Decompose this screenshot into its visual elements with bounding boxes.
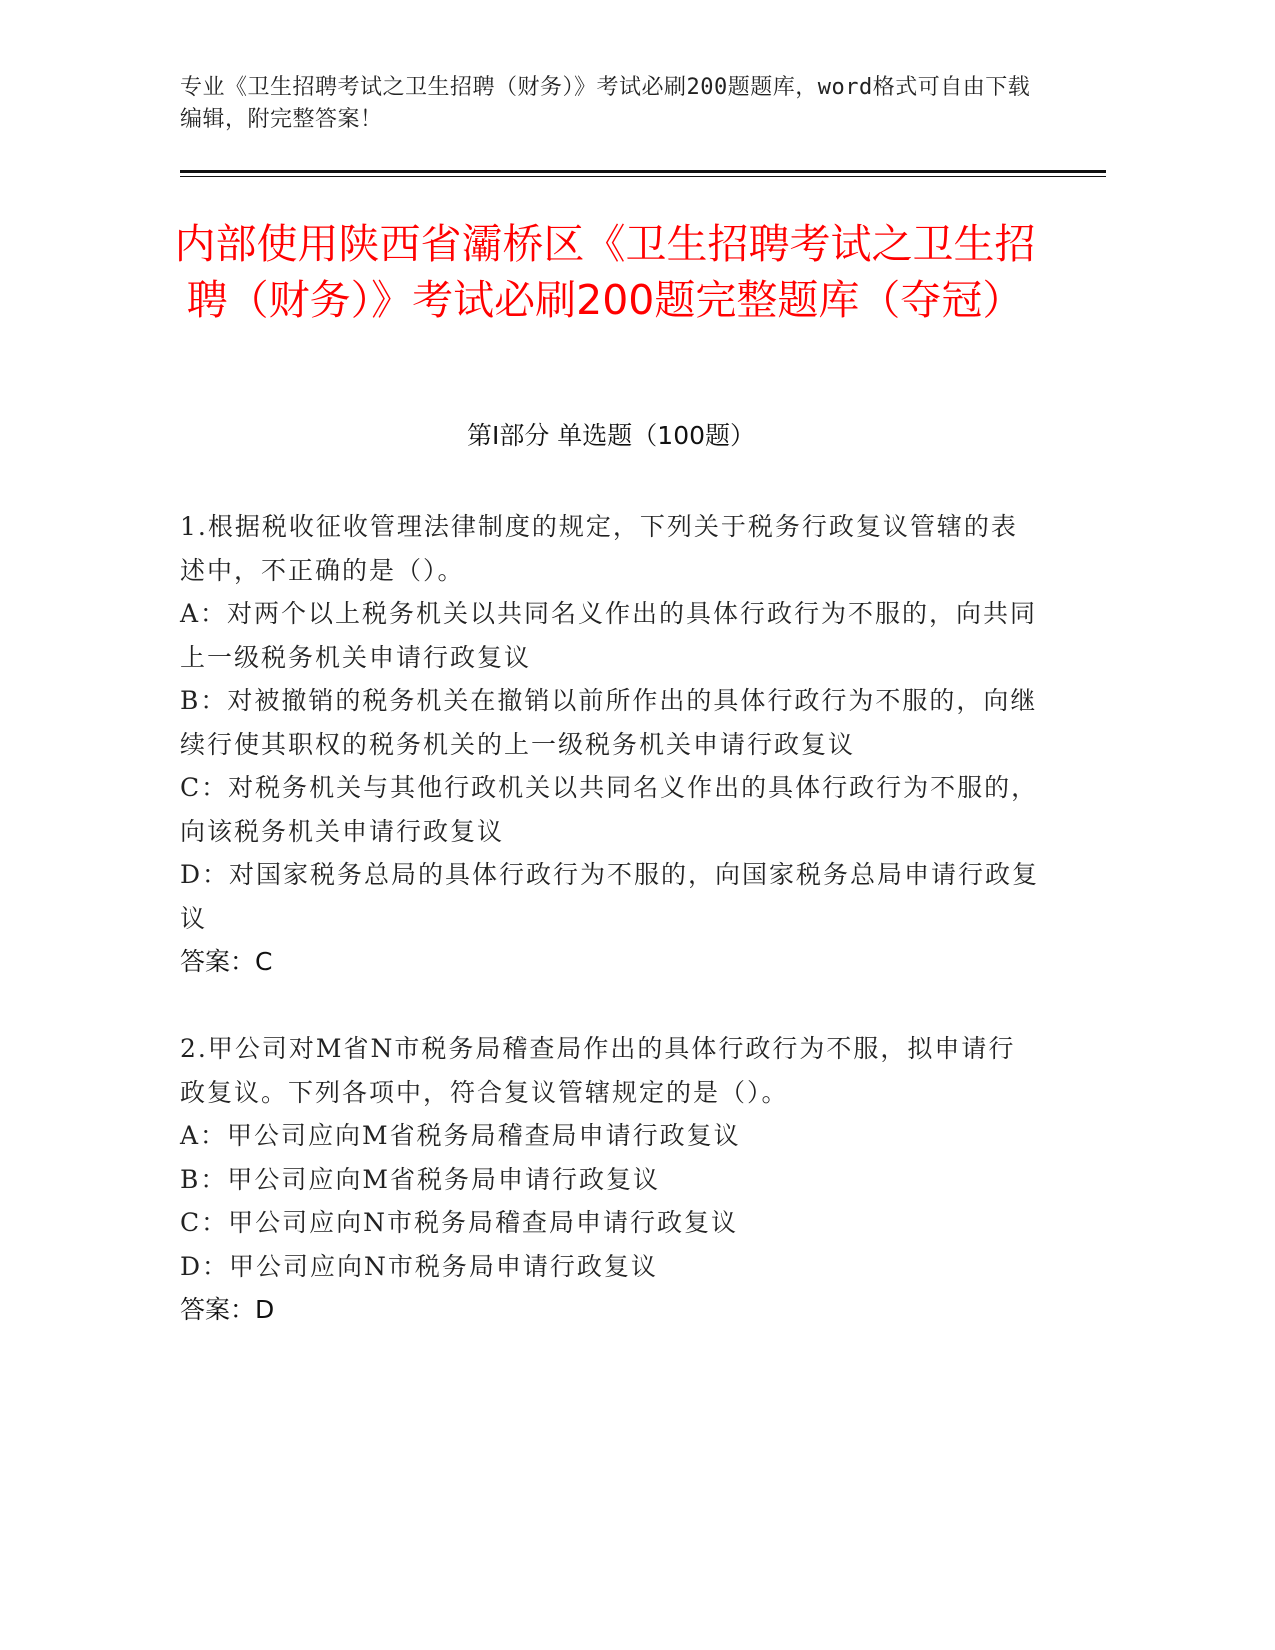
question-1: [180, 505, 1040, 984]
header-note: 专业《卫生招聘考试之卫生招聘（财务）》考试必刷200题题库，word格式可自由下载编辑，附完整答案！: [180, 75, 1031, 132]
option-d: D：对国家税务总局的具体行政行为不服的，向国家税务总局申请行政复议: [180, 860, 1040, 933]
option-b: B：甲公司应向M省税务局申请行政复议: [180, 1164, 660, 1194]
option-a: A：甲公司应向M省税务局稽查局申请行政复议: [180, 1121, 741, 1150]
option-b: B：对被撤销的税务机关在撤销以前所作出的具体行政行为不服的，向继续行使其职权的税务机关的上一级税务机关申请行政复议: [180, 686, 1038, 759]
answer: 答案：C: [180, 947, 273, 976]
question-2: [180, 1027, 1040, 1332]
question-text: 1.根据税收征收管理法律制度的规定，下列关于税务行政复议管辖的表述中，不正确的是（）。: [180, 512, 1018, 585]
header-divider-thick: [180, 170, 1106, 173]
question-text: 2.甲公司对M省N市税务局稽查局作出的具体行政行为不服，拟申请行政复议。下列各项中，符合复议管辖规定的是（）。: [180, 1034, 1016, 1107]
option-d: D：甲公司应向N市税务局申请行政复议: [180, 1251, 658, 1281]
option-c: C：对税务机关与其他行政机关以共同名义作出的具体行政行为不服的，向该税务机关申请行政复议: [180, 773, 1039, 846]
answer: 答案：D: [180, 1295, 275, 1324]
section-heading: 第Ⅰ部分 单选题（100题）: [466, 421, 756, 450]
header-divider-thin: [180, 176, 1106, 177]
option-a: A：对两个以上税务机关以共同名义作出的具体行政行为不服的，向共同上一级税务机关申请行政复议: [180, 599, 1038, 672]
document-title: 内部使用陕西省灞桥区《卫生招聘考试之卫生招聘（财务）》考试必刷200题完整题库（夺冠）: [174, 220, 1036, 324]
option-c: C：甲公司应向N市税务局稽查局申请行政复议: [180, 1208, 739, 1237]
